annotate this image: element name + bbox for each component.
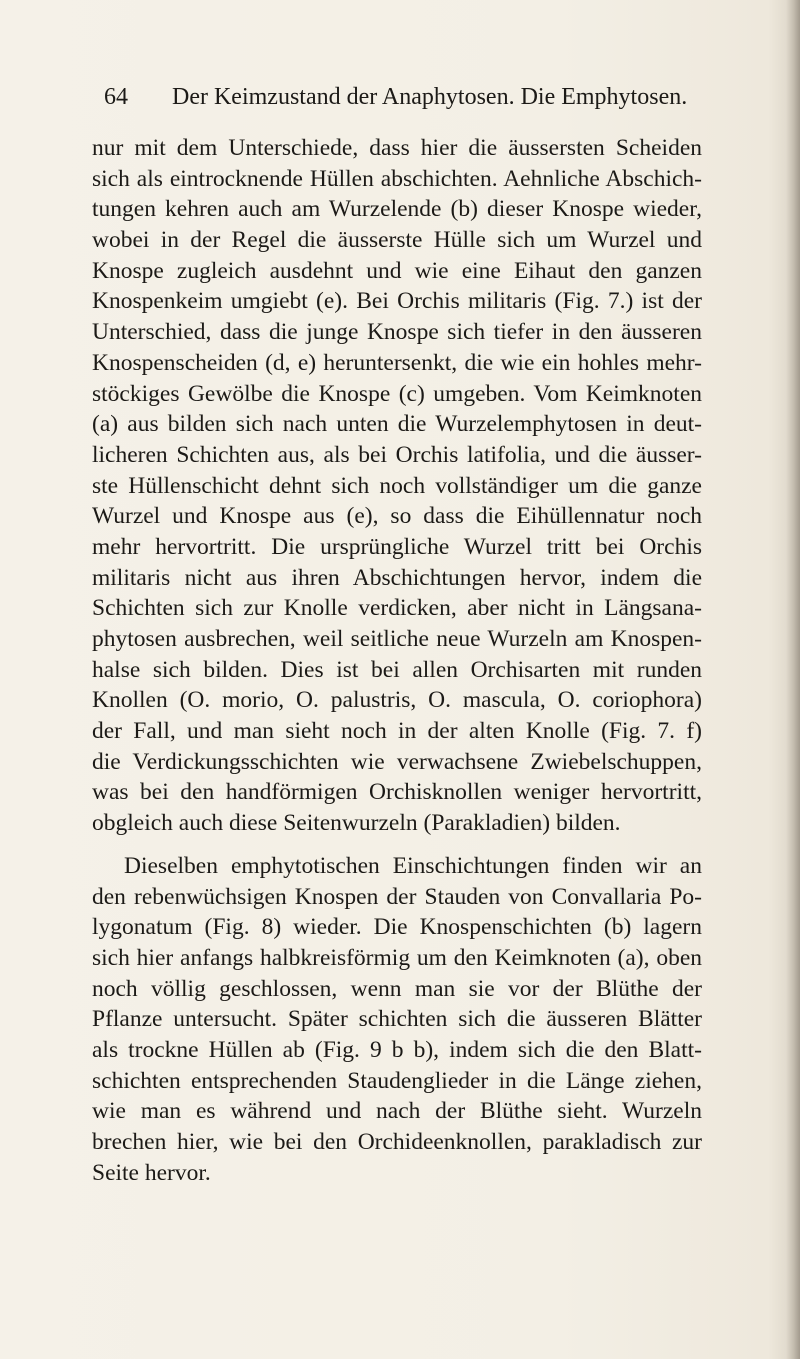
text-line: die Verdickungsschichten wie verwachsene Zwiebelschuppen, — [92, 748, 702, 775]
text-line: als trockne Hüllen ab (Fig. 9 b b), indem sich die den Blatt- — [92, 1036, 702, 1063]
text-line: obgleich auch diese Seitenwurzeln (Parakladien) bilden. — [92, 810, 621, 837]
text-line: militaris nicht aus ihren Abschichtungen hervor, indem die — [92, 564, 702, 591]
running-title: Der Keimzustand der Anaphytosen. Die Emphytosen. — [172, 84, 688, 110]
text-line: lygonatum (Fig. 8) wieder. Die Knospenschichten (b) lagern — [92, 914, 702, 941]
text-line: Pflanze untersucht. Später schichten sich die äusseren Blätter — [92, 1006, 702, 1033]
text-line: Schichten sich zur Knolle verdicken, aber nicht in Längsana- — [92, 595, 702, 622]
text-line: mehr hervortritt. Die ursprüngliche Wurzel tritt bei Orchis — [92, 533, 702, 560]
paragraph-2 — [92, 851, 702, 1189]
text-line: halse sich bilden. Dies ist bei allen Orchisarten mit runden — [92, 656, 702, 683]
text-line: tungen kehren auch am Wurzelende (b) dieser Knospe wieder, — [92, 196, 702, 223]
paragraph-gap — [92, 839, 702, 851]
text-line: nur mit dem Unterschiede, dass hier die äussersten Scheiden — [92, 135, 702, 161]
text-line: ste Hüllenschicht dehnt sich noch vollständiger um die ganze — [92, 472, 702, 499]
text-line: Wurzel und Knospe aus (e), so dass die Eihüllennatur noch — [92, 503, 702, 530]
text-line: (a) aus bilden sich nach unten die Wurzelemphytosen in deut- — [92, 411, 702, 438]
page-edge-shadow — [786, 0, 800, 1359]
text-line: licheren Schichten aus, als bei Orchis latifolia, und die äusser- — [92, 441, 702, 468]
paragraph-1 — [92, 133, 702, 839]
text-line: sich als eintrocknende Hüllen abschichten. Aehnliche Abschich- — [92, 165, 702, 192]
text-line: was bei den handförmigen Orchisknollen weniger hervortritt, — [92, 779, 702, 806]
text-line: noch völlig geschlossen, wenn man sie vor der Blüthe der — [92, 975, 702, 1002]
text-line: Knospenkeim umgiebt (e). Bei Orchis militaris (Fig. 7.) ist der — [92, 288, 702, 315]
body-text — [92, 133, 702, 1188]
text-line: Seite hervor. — [92, 1159, 211, 1186]
text-line: stöckiges Gewölbe die Knospe (c) umgeben. Vom Keimknoten — [92, 380, 702, 407]
text-line: Knospe zugleich ausdehnt und wie eine Eihaut den ganzen — [92, 257, 702, 284]
text-line: wobei in der Regel die äusserste Hülle sich um Wurzel und — [92, 227, 702, 254]
text-line: sich hier anfangs halbkreisförmig um den Keimknoten (a), oben — [92, 944, 702, 971]
text-line: brechen hier, wie bei den Orchideenknollen, parakladisch zur — [92, 1129, 702, 1155]
text-line: den rebenwüchsigen Knospen der Stauden von Convallaria Po- — [92, 883, 702, 910]
text-line: phytosen ausbrechen, weil seitliche neue Wurzeln am Knospen- — [92, 626, 702, 652]
text-line: der Fall, und man sieht noch in der alten Knolle (Fig. 7. f) — [92, 718, 702, 745]
text-line: Dieselben emphytotischen Einschichtungen finden wir an — [124, 852, 702, 879]
text-line: Unterschied, dass die junge Knospe sich tiefer in den äusseren — [92, 319, 702, 346]
text-line: Knospenscheiden (d, e) heruntersenkt, die wie ein hohles mehr- — [92, 349, 702, 376]
text-line: wie man es während und nach der Blüthe sieht. Wurzeln — [92, 1098, 702, 1125]
text-line: schichten entsprechenden Staudenglieder in die Länge ziehen, — [92, 1067, 702, 1094]
page-number: 64 — [104, 84, 128, 110]
text-line: Knollen (O. morio, O. palustris, O. mascula, O. coriophora) — [92, 687, 702, 714]
